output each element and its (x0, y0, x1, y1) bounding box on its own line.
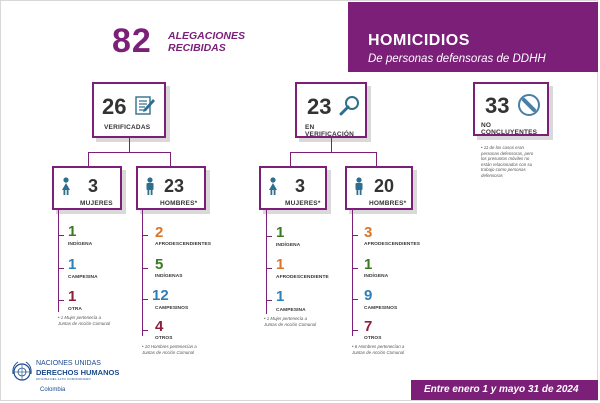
list-tick (352, 235, 358, 236)
man-icon (144, 177, 156, 200)
list-tick (142, 235, 148, 236)
iv-men-box (345, 166, 413, 210)
list-tick (352, 330, 358, 331)
connector (331, 138, 332, 152)
list-item-number: 12 (152, 287, 169, 304)
note-line: • 1 Mujer pertenecía a (264, 316, 308, 321)
verified-men-label: HOMBRES* (160, 200, 198, 207)
note-line: Juntas de Acción Comunal (352, 349, 405, 355)
list-item-label: INDÍGENA (364, 274, 389, 279)
list-item-label: OTROS (155, 336, 173, 341)
connector (88, 152, 170, 153)
note-line: Juntas de Acción Comunal (142, 349, 195, 355)
connector (129, 138, 130, 152)
inconclusive-label: NO CONCLUYENTES (481, 122, 538, 136)
list-item-number: 2 (155, 224, 164, 241)
verified-label: VERIFICADAS (104, 124, 151, 131)
note-line: defensoras (481, 172, 503, 178)
connector (170, 152, 171, 166)
list-line (58, 210, 59, 312)
cancel-circle-icon (517, 93, 541, 122)
list-item-label: CAMPESINOS (155, 306, 189, 311)
in-verification-number: 23 (307, 94, 332, 119)
header-title: HOMICIDIOS (368, 32, 470, 49)
list-tick (266, 236, 272, 237)
list-line (352, 210, 353, 336)
note-line: Juntas de Acción Comunal (58, 320, 111, 326)
list-item-number: 4 (155, 318, 164, 335)
woman-icon (267, 177, 279, 200)
verified-women-label: MUJERES (80, 200, 113, 207)
total-label-line2: RECIBIDAS (168, 42, 226, 54)
verified-men-box (136, 166, 206, 210)
list-item-number: 1 (276, 256, 285, 273)
list-tick (58, 235, 64, 236)
list-tick (142, 299, 148, 300)
note-line: • 11 de los casos eran (481, 145, 524, 150)
org-name-line3: OFICINA DEL ALTO COMISIONADO (36, 377, 91, 381)
list-line (142, 210, 143, 336)
iv-men-number: 20 (374, 176, 395, 196)
inconclusive-box (473, 82, 549, 136)
verified-box (92, 82, 166, 138)
verified-number: 26 (102, 94, 127, 119)
org-name-line2: DERECHOS HUMANOS (36, 368, 120, 377)
total-label-line1: ALEGACIONES (168, 30, 246, 42)
list-item-label: AFRODESCENDIENTES (364, 242, 421, 247)
list-tick (142, 330, 148, 331)
list-item-number: 1 (276, 224, 285, 241)
iv-men-label: HOMBRES* (369, 200, 407, 207)
verified-men-note (142, 344, 197, 355)
list-item-number: 1 (68, 288, 77, 305)
list-item-label: CAMPESINA (68, 275, 98, 280)
list-tick (58, 300, 64, 301)
in-verification-label: EN VERIFICACIÓN (305, 124, 354, 138)
in-verification-box (295, 82, 367, 138)
list-item-label: OTROS (364, 336, 382, 341)
connector (88, 152, 89, 166)
connector (376, 152, 377, 166)
list-item-number: 1 (68, 256, 77, 273)
list-item-number: 3 (364, 224, 373, 241)
note-line: • 10 Hombres pertenecían a (142, 344, 197, 349)
note-line: están relacionados con su (481, 161, 533, 167)
list-item-number: 9 (364, 287, 373, 304)
header-subtitle: De personas defensoras de DDHH (368, 53, 546, 65)
iv-women-note (264, 316, 316, 327)
list-tick (266, 268, 272, 269)
list-line (266, 210, 267, 314)
list-item-number: 5 (155, 256, 164, 273)
list-item-number: 1 (276, 288, 285, 305)
org-country: Colombia (40, 387, 66, 393)
list-tick (142, 268, 148, 269)
connector (290, 152, 291, 166)
total-allegations-number: 82 (112, 22, 152, 60)
list-tick (352, 299, 358, 300)
list-tick (266, 300, 272, 301)
document-pencil-icon (134, 95, 156, 117)
footer-period: Entre enero 1 y mayo 31 de 2024 (424, 384, 579, 395)
list-tick (352, 268, 358, 269)
list-item-label: INDÍGENA (68, 242, 93, 247)
list-item-label: CAMPESINA (276, 308, 306, 313)
org-name-line1: NACIONES UNIDAS (36, 360, 101, 367)
man-icon (353, 177, 365, 200)
list-tick (58, 268, 64, 269)
iv-women-box (259, 166, 327, 210)
list-item-number: 1 (68, 223, 77, 240)
total-allegations-label (168, 30, 258, 54)
list-item-label: OTRA (68, 307, 82, 312)
list-item-number: 1 (364, 256, 373, 273)
note-line: personas defensoras, pero (481, 150, 534, 156)
connector (290, 152, 376, 153)
list-item-label: INDÍGENA (276, 243, 301, 248)
un-emblem-logo (10, 360, 34, 389)
iv-men-note (352, 344, 404, 355)
list-item-label: AFRODESCENDIENTE (276, 275, 329, 280)
inconclusive-number: 33 (485, 93, 510, 118)
list-item-number: 7 (364, 318, 373, 335)
note-line: trabajo como personas (481, 167, 526, 172)
verified-women-number: 3 (88, 176, 99, 196)
note-line: los presuntos móviles no (481, 156, 530, 161)
note-line: • 1 Mujer pertenecía a (58, 315, 102, 320)
note-line: • 6 Hombres pertenecían a (352, 344, 405, 349)
iv-women-number: 3 (295, 176, 306, 196)
inconclusive-note (481, 145, 553, 178)
list-item-label: AFRODESCENDIENTES (155, 242, 212, 247)
list-item-label: CAMPESINOS (364, 306, 398, 311)
verified-women-box (52, 166, 122, 210)
iv-women-label: MUJERES* (285, 200, 321, 207)
verified-men-number: 23 (164, 176, 185, 196)
woman-icon (60, 177, 72, 200)
list-item-label: INDÍGENAS (155, 274, 183, 279)
verified-women-note (58, 315, 110, 326)
note-line: Juntas de Acción Comunal (264, 321, 317, 327)
magnifier-icon (339, 94, 361, 121)
